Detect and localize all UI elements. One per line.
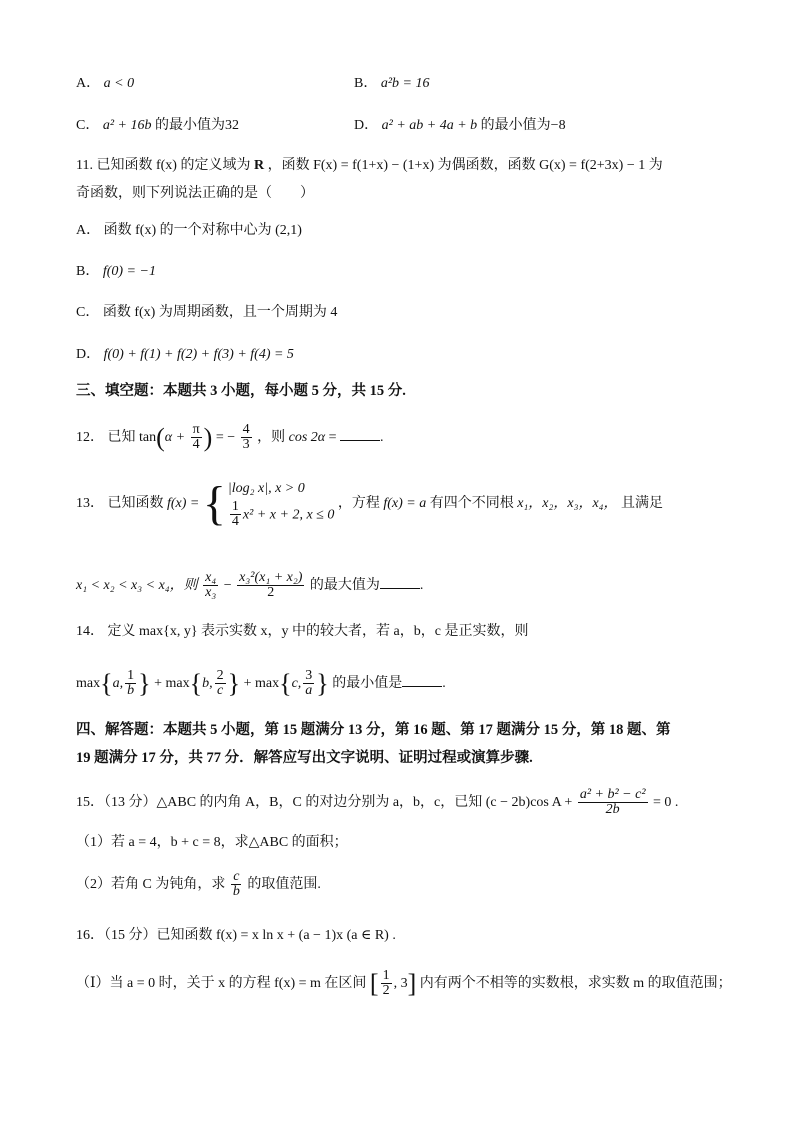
case-2-rest: x² + x + 2, x ≤ 0: [242, 507, 335, 522]
frac-num: 3: [305, 667, 313, 683]
section-3-title: 三、填空题：本题共 3 小题，每小题 5 分，共 15 分.: [76, 383, 406, 399]
question-text: 定义 max{x, y} 表示实数 x，y 中的较大者，若 a，b，c 是正实数，则: [107, 624, 529, 639]
neg-4-over-3: [241, 423, 252, 453]
frac-num: 4: [242, 421, 250, 437]
question-text: ，则: [257, 430, 286, 445]
order-condition: x₁ < x₂ < x₃ < x₄，则: [76, 578, 198, 593]
brace-open: {: [202, 476, 226, 530]
option-label: B．: [354, 76, 378, 91]
equals-neg: = −: [215, 430, 236, 445]
q12: [76, 418, 384, 458]
minus-sign: −: [223, 578, 232, 593]
option-label: C．: [76, 305, 100, 320]
question-text: 的最大值为: [309, 578, 380, 593]
option-label: C．: [76, 118, 100, 133]
q15-stem: [76, 783, 678, 823]
question-text: 的最小值是: [332, 676, 403, 691]
term-var: c,: [291, 676, 302, 691]
max-func: max: [254, 676, 280, 691]
frac-num: a² + b² − c²: [579, 786, 646, 802]
frac-den: 2: [382, 983, 390, 999]
q10-option-c: [76, 116, 239, 136]
frac-den: 4: [192, 437, 200, 453]
question-number: 11.: [76, 158, 93, 173]
brace-open: {: [100, 668, 113, 698]
bracket-open: [: [369, 968, 379, 998]
brace-close: }: [227, 668, 241, 698]
q15-part2: [76, 865, 321, 905]
second-frac: [237, 571, 304, 601]
answer-blank: [380, 574, 420, 589]
q13-line1: [76, 474, 663, 534]
question-number: 16．: [76, 928, 104, 943]
c-over-b: [231, 870, 242, 900]
question-text: 内有两个不相等的实数根，求实数 m 的取值范围；: [419, 976, 732, 991]
frac-num: 1: [382, 967, 390, 983]
max-func: max: [165, 676, 190, 691]
q15-part1: （1）若 a = 4，b + c = 8，求△ABC 的面积；: [76, 835, 348, 850]
frac-den: x₃: [205, 585, 217, 601]
brace-open: {: [189, 668, 203, 698]
question-text: ，方程: [337, 496, 380, 511]
option-text: 的最小值为32: [155, 118, 239, 133]
quarter-frac: [230, 500, 241, 530]
frac-den: b: [232, 884, 240, 900]
plus-sign: +: [154, 676, 162, 691]
option-label: D．: [76, 347, 101, 362]
frac-num: 2: [216, 667, 224, 683]
paren-close: ): [203, 422, 213, 452]
paren-open: (: [156, 422, 165, 452]
answer-blank: [340, 426, 380, 441]
one-over-b: [125, 669, 136, 699]
question-text: 奇函数，则下列说法正确的是（ ）: [76, 186, 314, 201]
option-text: f(0) + f(1) + f(2) + f(3) + f(4) = 5: [103, 347, 294, 362]
question-text: 已知函数 f(x) 的定义域为: [96, 158, 251, 173]
answer-blank: [402, 672, 442, 687]
frac-den: b: [127, 683, 135, 699]
half-frac: [381, 969, 392, 999]
frac-den: 3: [242, 437, 250, 453]
case-1: |log₂ x|, x > 0: [227, 480, 305, 496]
frac-den: a: [305, 683, 313, 699]
term-var: a,: [112, 676, 124, 691]
q16-part1: [76, 964, 732, 1004]
q13-line2: [76, 566, 423, 606]
equals-zero: = 0 .: [653, 795, 679, 810]
frac-num: 1: [127, 667, 135, 683]
q11-stem-line1: [76, 156, 663, 176]
two-over-c: [215, 669, 226, 699]
q16-stem: [76, 926, 396, 946]
cos2a-expr: cos 2α: [288, 430, 326, 445]
q11-option-d: [76, 345, 294, 365]
brace-close: }: [316, 668, 329, 698]
option-text: 的最小值为−8: [480, 118, 566, 133]
q10-option-b: [354, 74, 430, 94]
question-number: 14．: [76, 624, 104, 639]
q11-option-a: [76, 221, 302, 241]
option-text: f(0) = −1: [102, 264, 156, 279]
frac-den: 4: [231, 514, 239, 530]
question-number: 15．: [76, 795, 104, 810]
frac-num: x₃²(x₁ + x₂): [239, 569, 303, 585]
term-var: b,: [202, 676, 213, 691]
frac-num: x₄: [205, 569, 217, 585]
alpha-expr: α +: [164, 430, 186, 445]
plus-sign: +: [243, 676, 252, 691]
question-text: 且满足: [621, 496, 664, 511]
option-text: 函数 f(x) 为周期函数，且一个周期为 4: [102, 305, 338, 320]
frac-den: c: [216, 683, 224, 699]
function-def: f(x) =: [167, 496, 200, 511]
frac-num: c: [233, 868, 240, 884]
brace-open: {: [279, 668, 292, 698]
question-text: （Ⅰ）当 a = 0 时，关于 x 的方程 f(x) = m 在区间: [76, 976, 367, 991]
option-text: a²b = 16: [380, 76, 430, 91]
question-text: 的取值范围.: [247, 877, 321, 892]
option-expr: a² + ab + 4a + b: [381, 118, 478, 133]
brace-close: }: [138, 668, 151, 698]
q11-option-c: [76, 303, 337, 323]
frac-num: π: [192, 421, 200, 437]
q10-option-d: [354, 116, 566, 136]
equation: f(x) = a: [383, 496, 427, 511]
question-number: 12．: [76, 430, 104, 445]
option-text: a < 0: [103, 76, 135, 91]
q14-line1: [76, 622, 528, 642]
cosine-law-frac: [578, 788, 648, 818]
question-text: 已知函数: [107, 496, 164, 511]
option-label: A．: [76, 76, 101, 91]
bracket-close: ]: [407, 968, 417, 998]
option-label: A．: [76, 223, 101, 238]
q11-stem-line2: [76, 184, 314, 204]
section-4-title-line1: 四、解答题：本题共 5 小题，第 15 题满分 13 分，第 16 题、第 17 题满分 15 分，第 18 题、第: [76, 722, 671, 738]
roots-list: x₁，x₂，x₃，x₄，: [517, 496, 618, 511]
option-label: B．: [76, 264, 100, 279]
real-set-symbol: R: [253, 158, 265, 173]
pi-over-4: [191, 423, 202, 453]
option-label: D．: [354, 118, 379, 133]
case-2: [228, 500, 334, 530]
three-over-a: [303, 669, 314, 699]
frac-den: 2: [267, 585, 275, 601]
q10-option-a: [76, 74, 134, 94]
question-text: （2）若角 C 为钝角，求: [76, 877, 226, 892]
question-text: ，函数 F(x) = f(1+x) − (1+x) 为偶函数，函数 G(x) = f(2+3x) − 1 为: [267, 158, 663, 173]
question-text: 已知: [107, 430, 136, 445]
frac-num: 1: [231, 498, 239, 514]
question-text: 已知函数 f(x) = x ln x + (a − 1)x (a ∈ R) .: [156, 928, 396, 943]
frac-den: 2b: [605, 802, 620, 818]
question-text: △ABC 的内角 A，B，C 的对边分别为 a，b，c，已知 (c − 2b)cos A +: [156, 795, 573, 810]
q14-line2: [76, 664, 446, 704]
interval-end: , 3: [393, 976, 408, 991]
piecewise-cases: [228, 478, 334, 530]
question-text: 有四个不同根: [429, 496, 514, 511]
option-expr: a² + 16b: [102, 118, 152, 133]
tan-function: tan: [139, 430, 157, 445]
option-text: 函数 f(x) 的一个对称中心为 (2,1): [103, 223, 302, 238]
x4-over-x3: [203, 571, 218, 601]
period: .: [442, 676, 446, 691]
period: .: [419, 578, 424, 593]
period: .: [380, 430, 384, 445]
question-score: （13 分）: [104, 795, 157, 810]
equals-sign: =: [325, 430, 341, 445]
q11-option-b: [76, 262, 156, 282]
max-func: max: [76, 676, 101, 691]
question-number: 13．: [76, 496, 104, 511]
question-score: （15 分）: [104, 928, 157, 943]
section-4-title-line2: 19 题满分 17 分，共 77 分．解答应写出文字说明、证明过程或演算步骤.: [76, 750, 533, 766]
piecewise-function: [203, 478, 334, 530]
